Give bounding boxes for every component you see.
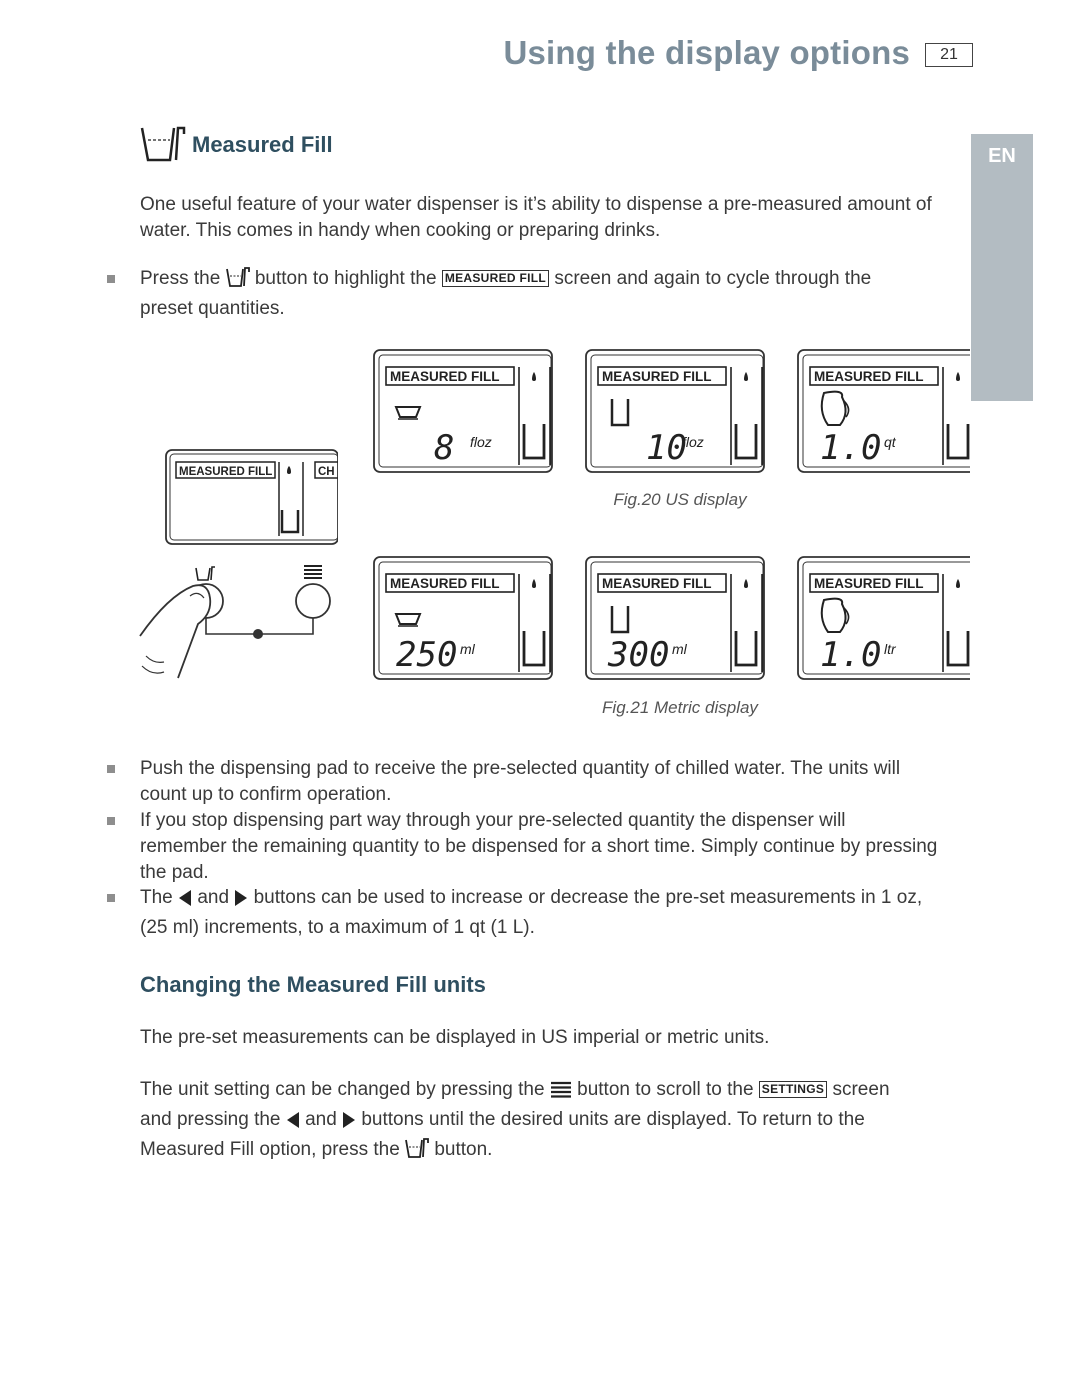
- metric-panel-value: 250: [396, 635, 458, 675]
- bullet-text: screen and again to cycle through the: [554, 268, 872, 289]
- bullet-text: Press the: [140, 268, 221, 289]
- bullet-marker: [107, 275, 115, 283]
- metric-panel-value: 300: [608, 635, 670, 675]
- us-panel-value: 8: [434, 428, 455, 468]
- metric-panel-2: [586, 557, 764, 679]
- left-arrow-icon: [286, 1111, 300, 1137]
- bullet-text: remember the remaining quantity to be dispensed for a short time. Simply continue by pressing: [140, 836, 938, 857]
- jug-icon: [822, 392, 849, 425]
- us-panel-3: [798, 350, 970, 472]
- small-display-title: MEASURED FILL: [179, 466, 273, 478]
- language-label: EN: [988, 145, 1016, 167]
- metric-panel-title: MEASURED FILL: [602, 576, 712, 591]
- paragraph-text: and: [305, 1109, 337, 1130]
- us-panel-1: [374, 350, 552, 472]
- us-display-figure: [370, 347, 970, 484]
- settings-paragraph: [140, 1077, 980, 1167]
- us-display-caption: Fig.20 US display: [613, 490, 747, 509]
- bullet-text: buttons can be used to increase or decrease the pre-set measurements in 1 oz,: [253, 887, 923, 908]
- language-tab: [971, 134, 1033, 401]
- metric-panel-3: [798, 557, 970, 679]
- paragraph-text: screen: [832, 1079, 890, 1100]
- metric-display-figure: [370, 554, 970, 691]
- bullet-marker: [107, 765, 115, 773]
- metric-display-caption: Fig.21 Metric display: [602, 698, 758, 717]
- bullet-text: preset quantities.: [140, 298, 285, 319]
- bullet-text: (25 ml) increments, to a maximum of 1 qt (1 L).: [140, 917, 535, 938]
- bullet-text: Push the dispensing pad to receive the pre-selected quantity of chilled water. The units will: [140, 758, 901, 779]
- us-panel-value: 10: [646, 428, 687, 468]
- bullet-press-measured-fill: [140, 266, 960, 322]
- us-panel-title: MEASURED FILL: [814, 369, 924, 384]
- us-panel-2: [586, 350, 764, 472]
- measured-fill-heading-icon: [140, 124, 188, 169]
- paragraph-text: buttons until the desired units are displayed. To return to the: [361, 1109, 865, 1130]
- bullet-text: button to highlight the: [254, 268, 437, 289]
- metric-panel-1: [374, 557, 552, 679]
- section-title-changing-units: Changing the Measured Fill units: [140, 972, 486, 997]
- cup-icon: [396, 407, 420, 419]
- control-panel-illustration: [138, 446, 338, 691]
- paragraph-text: and pressing the: [140, 1109, 281, 1130]
- metric-panel-value: 1.0: [820, 635, 882, 675]
- bullet-text: If you stop dispensing part way through your pre-selected quantity the dispenser will: [140, 810, 846, 831]
- bullet-arrow-buttons: [140, 885, 980, 941]
- measured-fill-button-icon: [226, 266, 250, 296]
- glass-icon: [612, 399, 628, 425]
- measured-fill-button-icon: [405, 1137, 429, 1167]
- metric-panel-title: MEASURED FILL: [390, 576, 500, 591]
- small-display-tab: CH: [318, 466, 335, 478]
- us-panel-title: MEASURED FILL: [390, 369, 500, 384]
- section-title-measured-fill: Measured Fill: [192, 132, 333, 157]
- page-number: 21: [925, 43, 973, 67]
- us-panel-title: MEASURED FILL: [602, 369, 712, 384]
- bullet-text: the pad.: [140, 862, 209, 883]
- metric-panel-unit: ml: [460, 641, 475, 657]
- page-title: Using the display options: [503, 34, 910, 71]
- us-panel-unit: floz: [682, 434, 704, 450]
- bullet-push-pad: [140, 756, 980, 808]
- settings-menu-icon: [550, 1081, 572, 1107]
- us-panel-value: 1.0: [820, 428, 882, 468]
- bullet-stop-dispensing: [140, 808, 980, 886]
- metric-panel-unit: ml: [672, 641, 687, 657]
- paragraph-text: Measured Fill option, press the: [140, 1139, 400, 1160]
- paragraph-text: button to scroll to the: [577, 1079, 754, 1100]
- settings-screen-label: SETTINGS: [759, 1081, 827, 1098]
- metric-panel-unit: ltr: [884, 641, 896, 657]
- us-panel-unit: floz: [470, 434, 492, 450]
- intro-paragraph: One useful feature of your water dispenser is it’s ability to dispense a pre-measured amount of water. This comes in handy when cooking or preparing drinks.: [140, 194, 932, 241]
- us-panel-unit: qt: [884, 434, 896, 450]
- measured-fill-screen-label: MEASURED FILL: [442, 270, 549, 287]
- cup-icon: [396, 614, 420, 626]
- glass-icon: [612, 606, 628, 632]
- bullet-text: The: [140, 887, 173, 908]
- right-arrow-icon: [234, 889, 248, 915]
- bullet-marker: [107, 817, 115, 825]
- jug-icon: [822, 599, 849, 632]
- paragraph-text: button.: [434, 1139, 493, 1160]
- units-paragraph: The pre-set measurements can be displayed in US imperial or metric units.: [140, 1027, 770, 1048]
- paragraph-text: The unit setting can be changed by pressing the: [140, 1079, 545, 1100]
- bullet-text: and: [197, 887, 230, 908]
- bullet-marker: [107, 894, 115, 902]
- metric-panel-title: MEASURED FILL: [814, 576, 924, 591]
- right-arrow-icon: [342, 1111, 356, 1137]
- bullet-text: count up to confirm operation.: [140, 784, 392, 805]
- left-arrow-icon: [178, 889, 192, 915]
